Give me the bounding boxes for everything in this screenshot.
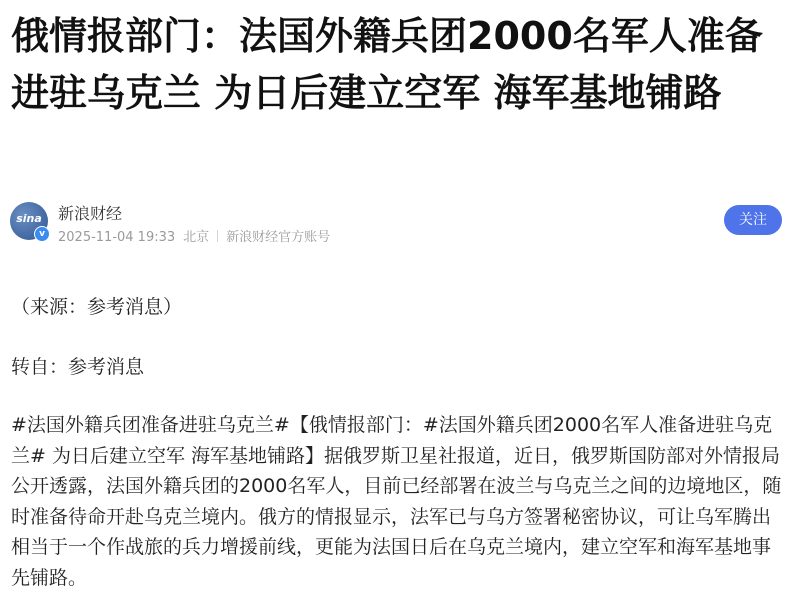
publish-location: 北京: [183, 230, 210, 245]
account-type: 新浪财经官方账号: [226, 230, 331, 245]
article-meta: [58, 226, 330, 245]
author-bar: [10, 199, 782, 247]
source-line: （来源：参考消息）: [11, 296, 183, 318]
meta-divider: [217, 230, 218, 242]
sina-logo-icon: sina: [16, 212, 42, 225]
verified-icon: v: [34, 226, 50, 242]
author-name[interactable]: 新浪财经: [58, 204, 123, 223]
article-body-paragraph: #法国外籍兵团准备进驻乌克兰#【俄情报部门：#法国外籍兵团2000名军人准备进驻乌克兰# 为日后建立空军 海军基地铺路】据俄罗斯卫星社报道，近日，俄罗斯国防部对外情报局公开透露，法国外籍兵团的2000名军人，目前已经部署在波兰与乌克兰之间的边境地区，随时准备待命开赴乌克兰境内。俄方的情报显示，法军已与乌方签署秘密协议，可让乌军腾出相当于一个作战旅的兵力增援前线，更能为法国日后在乌克兰境内，建立空军和海军基地事先铺路。: [11, 414, 782, 589]
publish-timestamp: 2025-11-04 19:33: [58, 230, 176, 245]
follow-button[interactable]: 关注: [724, 205, 782, 235]
repost-line: 转自：参考消息: [11, 356, 145, 378]
article-title: 俄情报部门：法国外籍兵团2000名军人准备进驻乌克兰 为日后建立空军 海军基地铺路: [11, 14, 763, 115]
